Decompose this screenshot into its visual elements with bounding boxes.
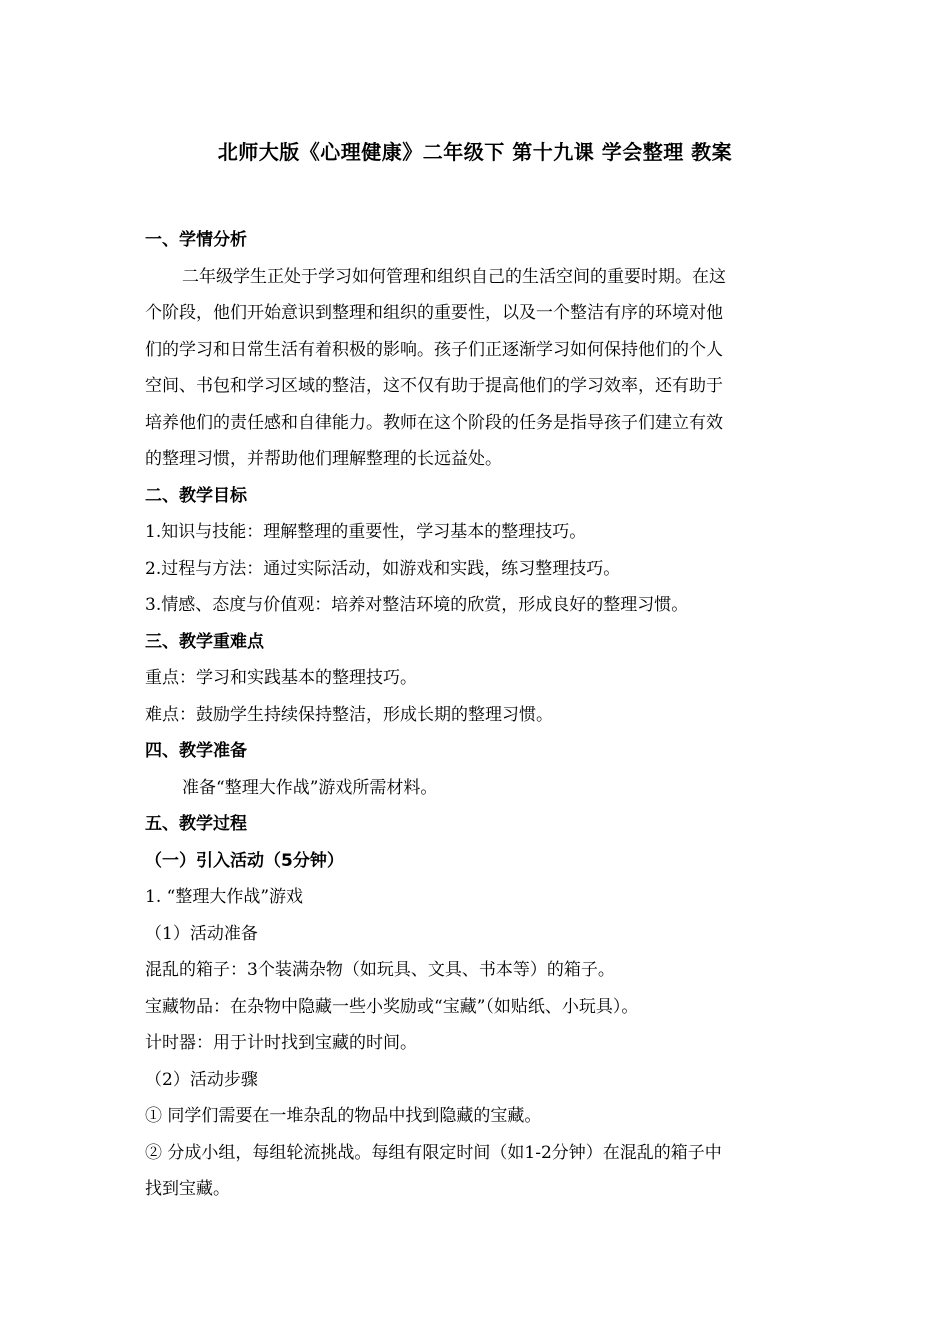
- goal-item: 2.过程与方法：通过实际活动，如游戏和实践，练习整理技巧。: [145, 558, 621, 579]
- prep-item: 宝藏物品：在杂物中隐藏一些小奖励或“宝藏”（如贴纸、小玩具）。: [145, 996, 639, 1017]
- paragraph-line: 培养他们的责任感和自律能力。教师在这个阶段的任务是指导孩子们建立有效: [145, 412, 723, 433]
- paragraph-line: 的整理习惯，并帮助他们理解整理的长远益处。: [145, 449, 502, 469]
- section-heading-goals: 二、教学目标: [145, 485, 247, 506]
- paragraph-line: 空间、书包和学习区域的整洁，这不仅有助于提高他们的学习效率，还有助于: [145, 376, 723, 396]
- step-item: 找到宝藏。: [145, 1179, 230, 1199]
- document-body: [145, 222, 805, 1208]
- goal-item: 1.知识与技能：理解整理的重要性，学习基本的整理技巧。: [145, 522, 587, 542]
- section-heading-key-points: 三、教学重难点: [145, 631, 264, 652]
- difficult-point: 难点：鼓励学生持续保持整洁，形成长期的整理习惯。: [145, 704, 553, 725]
- goal-item: 3.情感、态度与价值观：培养对整洁环境的欣赏，形成良好的整理习惯。: [145, 595, 689, 615]
- steps-heading: （2）活动步骤: [145, 1069, 258, 1090]
- section-heading-analysis: 一、学情分析: [145, 230, 247, 250]
- paragraph-line: 个阶段，他们开始意识到整理和组织的重要性，以及一个整洁有序的环境对他: [145, 303, 723, 323]
- section-heading-preparation: 四、教学准备: [145, 741, 247, 761]
- preparation-text: 准备“整理大作战”游戏所需材料。: [182, 777, 438, 798]
- document-title: 北师大版《心理健康》二年级下 第十九课 学会整理 教案: [217, 140, 733, 164]
- section-heading-process: 五、教学过程: [145, 814, 247, 834]
- step-item: ② 分成小组，每组轮流挑战。每组有限定时间（如1-2分钟）在混乱的箱子中: [145, 1142, 722, 1163]
- prep-item: 计时器：用于计时找到宝藏的时间。: [145, 1033, 417, 1053]
- step-item: ① 同学们需要在一堆杂乱的物品中找到隐藏的宝藏。: [145, 1106, 542, 1126]
- paragraph-line: 二年级学生正处于学习如何管理和组织自己的生活空间的重要时期。在这: [182, 266, 726, 287]
- paragraph-line: 们的学习和日常生活有着积极的影响。孩子们正逐渐学习如何保持他们的个人: [145, 339, 723, 360]
- prep-heading: （1）活动准备: [145, 923, 258, 944]
- subsection-heading-intro: （一）引入活动（5分钟）: [145, 850, 344, 871]
- game-title: 1. “整理大作战”游戏: [145, 887, 304, 907]
- key-point: 重点：学习和实践基本的整理技巧。: [145, 668, 417, 688]
- prep-item: 混乱的箱子：3个装满杂物（如玩具、文具、书本等）的箱子。: [145, 960, 615, 980]
